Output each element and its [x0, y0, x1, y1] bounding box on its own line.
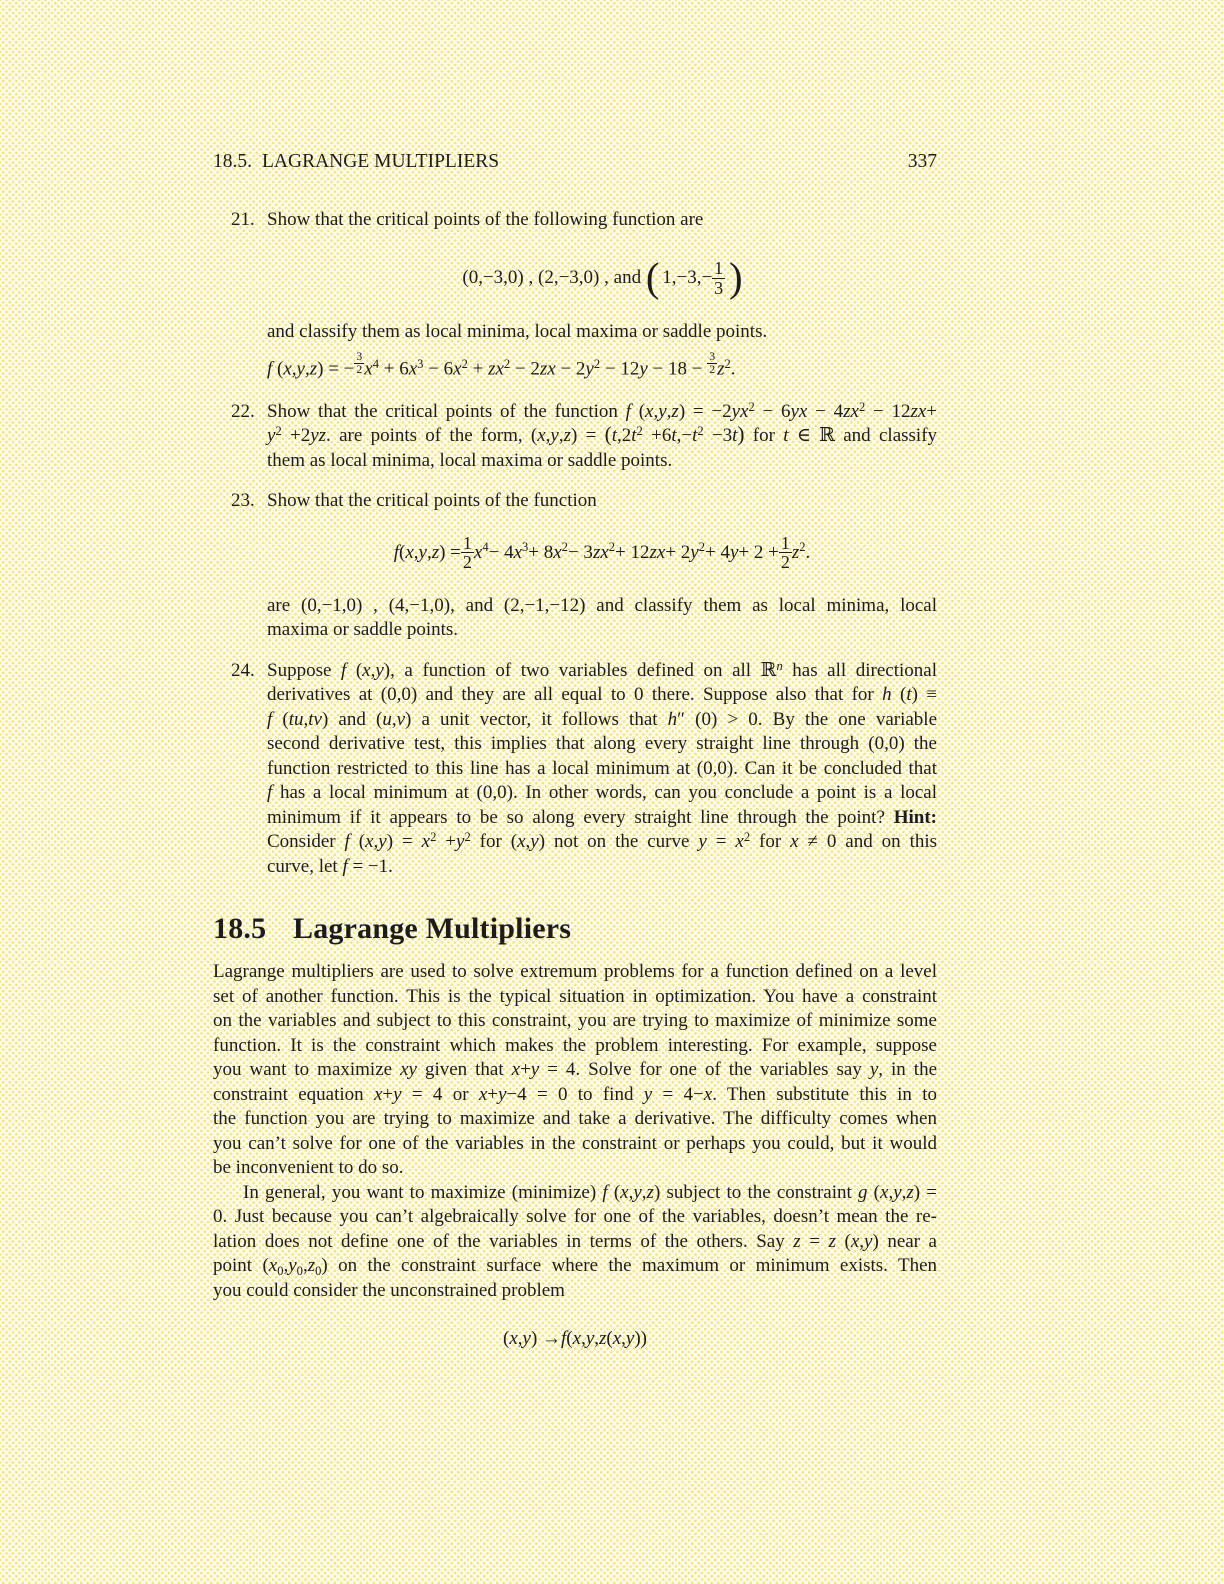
page-content [213, 150, 937, 1352]
problem-24 [213, 659, 937, 880]
paragraph-line: function. It is the constraint which makes the problem interesting. For example, suppose [213, 1034, 937, 1056]
problem-24-line: curve, let f = −1. [267, 855, 393, 877]
problem-list [213, 208, 937, 880]
section-heading-number: 18.5 [213, 912, 267, 946]
problem-23-intro: Show that the critical points of the function [267, 490, 597, 512]
paragraph-line: the function you are trying to maximize and take a derivative. The difficulty comes when [213, 1108, 937, 1130]
general-paragraph [213, 1181, 937, 1304]
problem-21-classify-line: and classify them as local minima, local maxima or saddle points. [267, 321, 768, 342]
paragraph-line: 0. Just because you can’t algebraically solve for one of the variables, doesn’t mean the re- [213, 1206, 937, 1228]
section-heading [213, 911, 937, 947]
problem-21-body [267, 208, 937, 384]
running-head-section-title: LAGRANGE MULTIPLIERS [262, 151, 500, 172]
problem-24-line: second derivative test, this implies that along every straight line through (0,0) the [267, 733, 937, 755]
problem-22-line: them as local minima, local maxima or saddle points. [267, 449, 673, 471]
running-head [213, 150, 937, 175]
problem-24-line: f (tu,tv) and (u,v) a unit vector, it follows that h″ (0) > 0. By the one variable [267, 708, 938, 730]
paragraph-line: you can’t solve for one of the variables in the constraint or perhaps you could, but it would [213, 1132, 937, 1154]
problem-23-display-equation: f ( x , y , z ) = 1 2 x $^4$ − 4 x $^3$ + 8 x $^2$ − 3 zx $^2$ + 12 zx + 2 y $^2$ + 4 y + 2 + 1 2 z $^2$ . [393, 533, 811, 573]
problem-22-number: 22. [231, 400, 255, 422]
intro-paragraph [213, 960, 937, 1181]
problem-22 [213, 400, 937, 474]
problem-21 [213, 208, 937, 384]
problem-23-line: are (0,−1,0) , (4,−1,0), and (2,−1,−12) and classify them as local minima, local [267, 594, 937, 616]
paragraph-line: point $(x_0,y_0,z_0)$ on the constraint surface where the maximum or minimum exists. Then [213, 1255, 938, 1278]
problem-22-line: $y^2 +2yz$. are points of the form, $(x,y,z) = (t,2t^2 +6t,-t^2 -3t)$ for t ∈ ℝ and classify [267, 422, 938, 447]
running-head-title [213, 150, 509, 175]
section-heading-title: Lagrange Multipliers [293, 912, 572, 946]
problem-24-body [267, 659, 937, 880]
problem-21-number: 21. [231, 208, 255, 230]
running-head-section-number: 18.5. [213, 151, 252, 172]
problem-24-line: Suppose f (x,y), a function of two variables defined on all ℝ$^n$ has all directional [267, 658, 937, 681]
unconstrained-problem-equation: ( x , y ) → f ( x , y , z ( x , y )) [502, 1328, 648, 1350]
paragraph-line: on the variables and subject to this constraint, you are trying to maximize of minimize some [213, 1010, 937, 1032]
problem-21-intro: Show that the critical points of the following function are [267, 208, 704, 230]
problem-23-body [267, 489, 937, 643]
paragraph-line: Lagrange multipliers are used to solve extremum problems for a function defined on a level [213, 961, 937, 983]
paragraph-line: be inconvenient to do so. [213, 1157, 404, 1179]
problem-24-line: function restricted to this line has a local minimum at (0,0). Can it be concluded that [267, 757, 937, 779]
paragraph-line: you want to maximize xy given that x+y = 4. Solve for one of the variables say y, in the [213, 1059, 938, 1081]
problem-24-line: derivatives at (0,0) and they are all equal to 0 there. Suppose also that for h (t) ≡ [267, 684, 938, 706]
paragraph-line: you could consider the unconstrained problem [213, 1279, 565, 1301]
problem-24-line: Consider f $(x,y) = x^2 +y^2$ for (x,y) not on the curve $y = x^2$ for x ≠ 0 and on this [267, 830, 938, 853]
problem-22-body [267, 400, 937, 474]
problem-21-function-formula: f (x,y,z) = − $\frac{3}{2}$ $x^4 + 6x^3 - 6x^2 + zx^2 - 2zx - 2y^2 - 12y - 18$ − $\frac{3}{2}$ $z^2$. [267, 349, 736, 379]
problem-22-line: Show that the critical points of the function f $(x,y,z) = -2yx^2 - 6yx - 4zx^2 - 12zx+$ [267, 399, 938, 422]
problem-23 [213, 489, 937, 643]
paragraph-line: set of another function. This is the typical situation in optimization. You have a constraint [213, 985, 937, 1007]
paragraph-line: lation does not define one of the variables in terms of the others. Say z = z (x,y) near a [213, 1230, 937, 1252]
problem-24-number: 24. [231, 659, 255, 681]
problem-21-display-equation: (0,−3,0) , (2,−3,0) , and ( 1,−3,− 1 3 ) [462, 255, 742, 300]
paragraph-line: constraint equation x+y = 4 or x+y−4 = 0 to find y = 4−x. Then substitute this in to [213, 1083, 937, 1105]
paragraph-line: In general, you want to maximize (minimize) f (x,y,z) subject to the constraint g (x,y,z) = [243, 1181, 938, 1203]
problem-24-line: minimum if it appears to be so along every straight line through the point? Hint: [267, 806, 937, 828]
problem-23-line: maxima or saddle points. [267, 619, 459, 641]
problem-24-line: f has a local minimum at (0,0). In other words, can you conclude a point is a local [267, 782, 937, 804]
page-number: 337 [907, 151, 937, 172]
problem-23-number: 23. [231, 490, 255, 512]
